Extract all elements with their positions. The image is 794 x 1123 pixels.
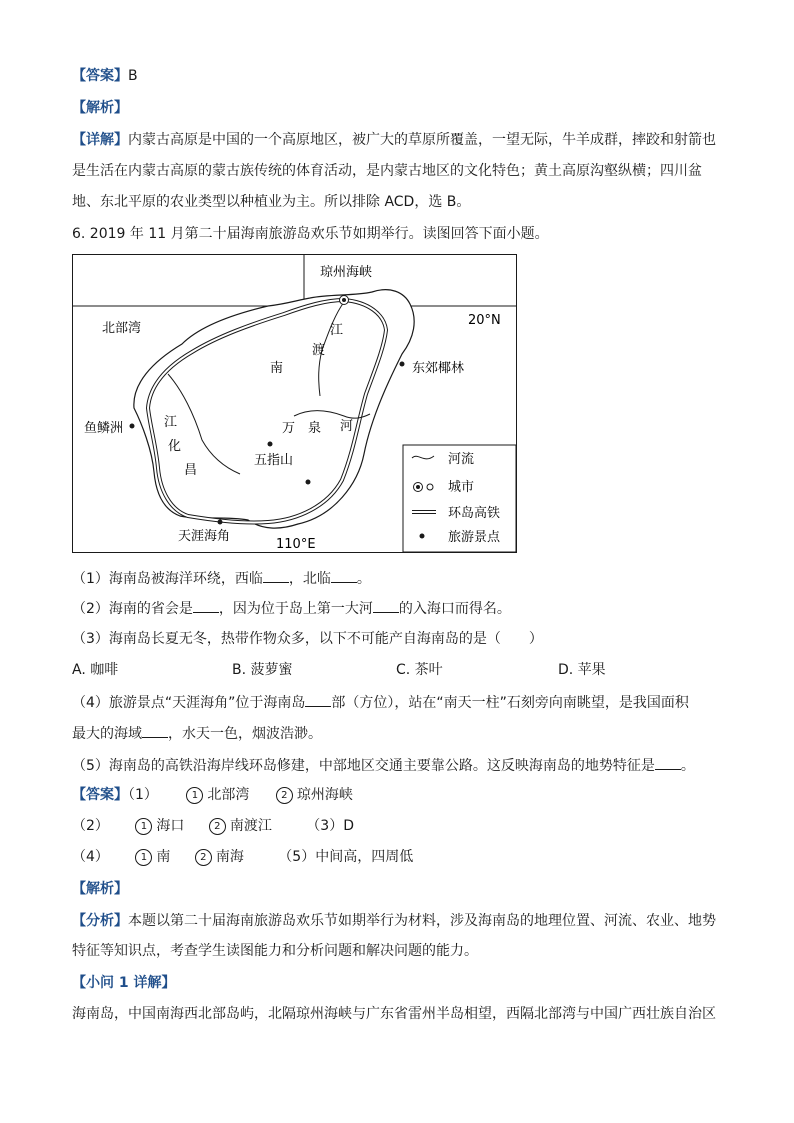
option-c[interactable]: C. 茶叶 xyxy=(396,662,443,678)
map-char: 南 xyxy=(270,361,284,376)
answer-row-2: （2） 1 海口 2 南渡江 （3）D xyxy=(72,818,354,834)
answer-blank xyxy=(305,692,331,707)
fenxi-line-1: 【分析】本题以第二十届海南旅游岛欢乐节如期举行为材料，涉及海南岛的地理位置、河流、农业、地势 xyxy=(72,913,716,929)
question-stem: 6. 2019 年 11 月第二十届海南旅游岛欢乐节如期举行。读图回答下面小题。 xyxy=(72,226,549,242)
prev-detail-line-2: 是生活在内蒙古高原的蒙古族传统的体育活动，是内蒙古地区的文化特色；黄土高原沟壑纵横；四川盆 xyxy=(72,163,702,179)
lat-label: 20°N xyxy=(468,313,501,328)
map-char: 化 xyxy=(168,439,182,454)
analysis-tag: 【解析】 xyxy=(72,881,128,897)
circled-number: 1 xyxy=(186,787,203,804)
haikou-city-dot xyxy=(342,298,346,302)
answer-blank xyxy=(331,568,357,583)
sub-question-4-line-1: （4）旅游景点“天涯海角”位于海南岛 部（方位），站在“南天一柱”石刻旁向南眺望，是我国面积 xyxy=(72,692,689,713)
answer-blank xyxy=(263,568,289,583)
answer-blank xyxy=(142,723,168,738)
circled-number: 1 xyxy=(135,849,152,866)
tianya-spot-icon xyxy=(218,520,223,525)
legend xyxy=(403,445,516,552)
dongjiao-spot-icon xyxy=(400,362,405,367)
east-spot-label: 东郊椰林 xyxy=(412,361,465,376)
map-char: 江 xyxy=(330,323,344,338)
sub-detail-tag: 【小问 1 详解】 xyxy=(72,975,176,991)
spot-icon xyxy=(420,534,425,539)
map-char: 万 xyxy=(282,421,296,436)
west-spot-label: 鱼鳞洲 xyxy=(84,421,124,436)
yulinzhou-spot-icon xyxy=(130,424,135,429)
sub-question-1: （1）海南岛被海洋环绕，西临 ，北临 。 xyxy=(72,568,371,589)
legend-label: 旅游景点 xyxy=(448,530,501,545)
circled-number: 2 xyxy=(195,849,212,866)
city-icon-dot xyxy=(416,485,420,489)
legend-label: 环岛高铁 xyxy=(448,506,501,521)
fenxi-line-2: 特征等知识点，考查学生读图能力和分析问题和解决问题的能力。 xyxy=(72,943,478,959)
prev-answer: 【答案】B xyxy=(72,68,138,84)
sub-question-5: （5）海南岛的高铁沿海岸线环岛修建，中部地区交通主要靠公路。这反映海南岛的地势特征是 。 xyxy=(72,755,695,776)
answer-blank xyxy=(193,598,219,613)
lon-label: 110°E xyxy=(276,537,316,552)
answer-blank xyxy=(655,755,681,770)
hainan-map xyxy=(72,254,518,554)
gulf-label: 北部湾 xyxy=(102,321,142,336)
option-d[interactable]: D. 苹果 xyxy=(558,662,606,678)
circled-number: 2 xyxy=(209,818,226,835)
map-char: 河 xyxy=(340,419,354,434)
legend-label: 河流 xyxy=(448,452,475,467)
map-char: 泉 xyxy=(308,421,322,436)
legend-label: 城市 xyxy=(448,480,475,495)
sub-question-2: （2）海南的省会是 ，因为位于岛上第一大河 的入海口而得名。 xyxy=(72,598,511,619)
prev-analysis-tag: 【解析】 xyxy=(72,100,128,116)
circled-number: 1 xyxy=(135,818,152,835)
wuzhishan-spot-icon xyxy=(268,442,273,447)
option-b[interactable]: B. 菠萝蜜 xyxy=(232,662,293,678)
sub-detail-line: 海南岛，中国南海西北部岛屿，北隔琼州海峡与广东省雷州半岛相望，西隔北部湾与中国广西壮族自治区 xyxy=(72,1006,716,1022)
map-char: 昌 xyxy=(184,463,198,478)
prev-detail-line-1: 【详解】内蒙古高原是中国的一个高原地区，被广大的草原所覆盖，一望无际，牛羊成群，摔跤和射箭也 xyxy=(72,132,716,148)
map-char: 渡 xyxy=(312,343,326,358)
map-char: 江 xyxy=(164,415,178,430)
circled-number: 2 xyxy=(276,787,293,804)
strait-label: 琼州海峡 xyxy=(320,265,373,280)
east-spot-icon xyxy=(306,480,311,485)
sub-question-3: （3）海南岛长夏无冬，热带作物众多，以下不可能产自海南岛的是（ ） xyxy=(72,631,543,647)
answer-row-3: （4） 1 南 2 南海 （5）中间高，四周低 xyxy=(72,849,414,865)
option-a[interactable]: A. 咖啡 xyxy=(72,662,119,678)
answer-row-1: 【答案】（1） 1 北部湾 2 琼州海峡 xyxy=(72,787,353,803)
mountain-label: 五指山 xyxy=(254,453,294,468)
sub-question-4-line-2: 最大的海域 ，水天一色，烟波浩渺。 xyxy=(72,723,322,744)
town-icon xyxy=(427,484,433,490)
south-spot-label: 天涯海角 xyxy=(178,529,231,544)
prev-detail-line-3: 地、东北平原的农业类型以种植业为主。所以排除 ACD，选 B。 xyxy=(72,194,471,210)
answer-blank xyxy=(373,598,399,613)
